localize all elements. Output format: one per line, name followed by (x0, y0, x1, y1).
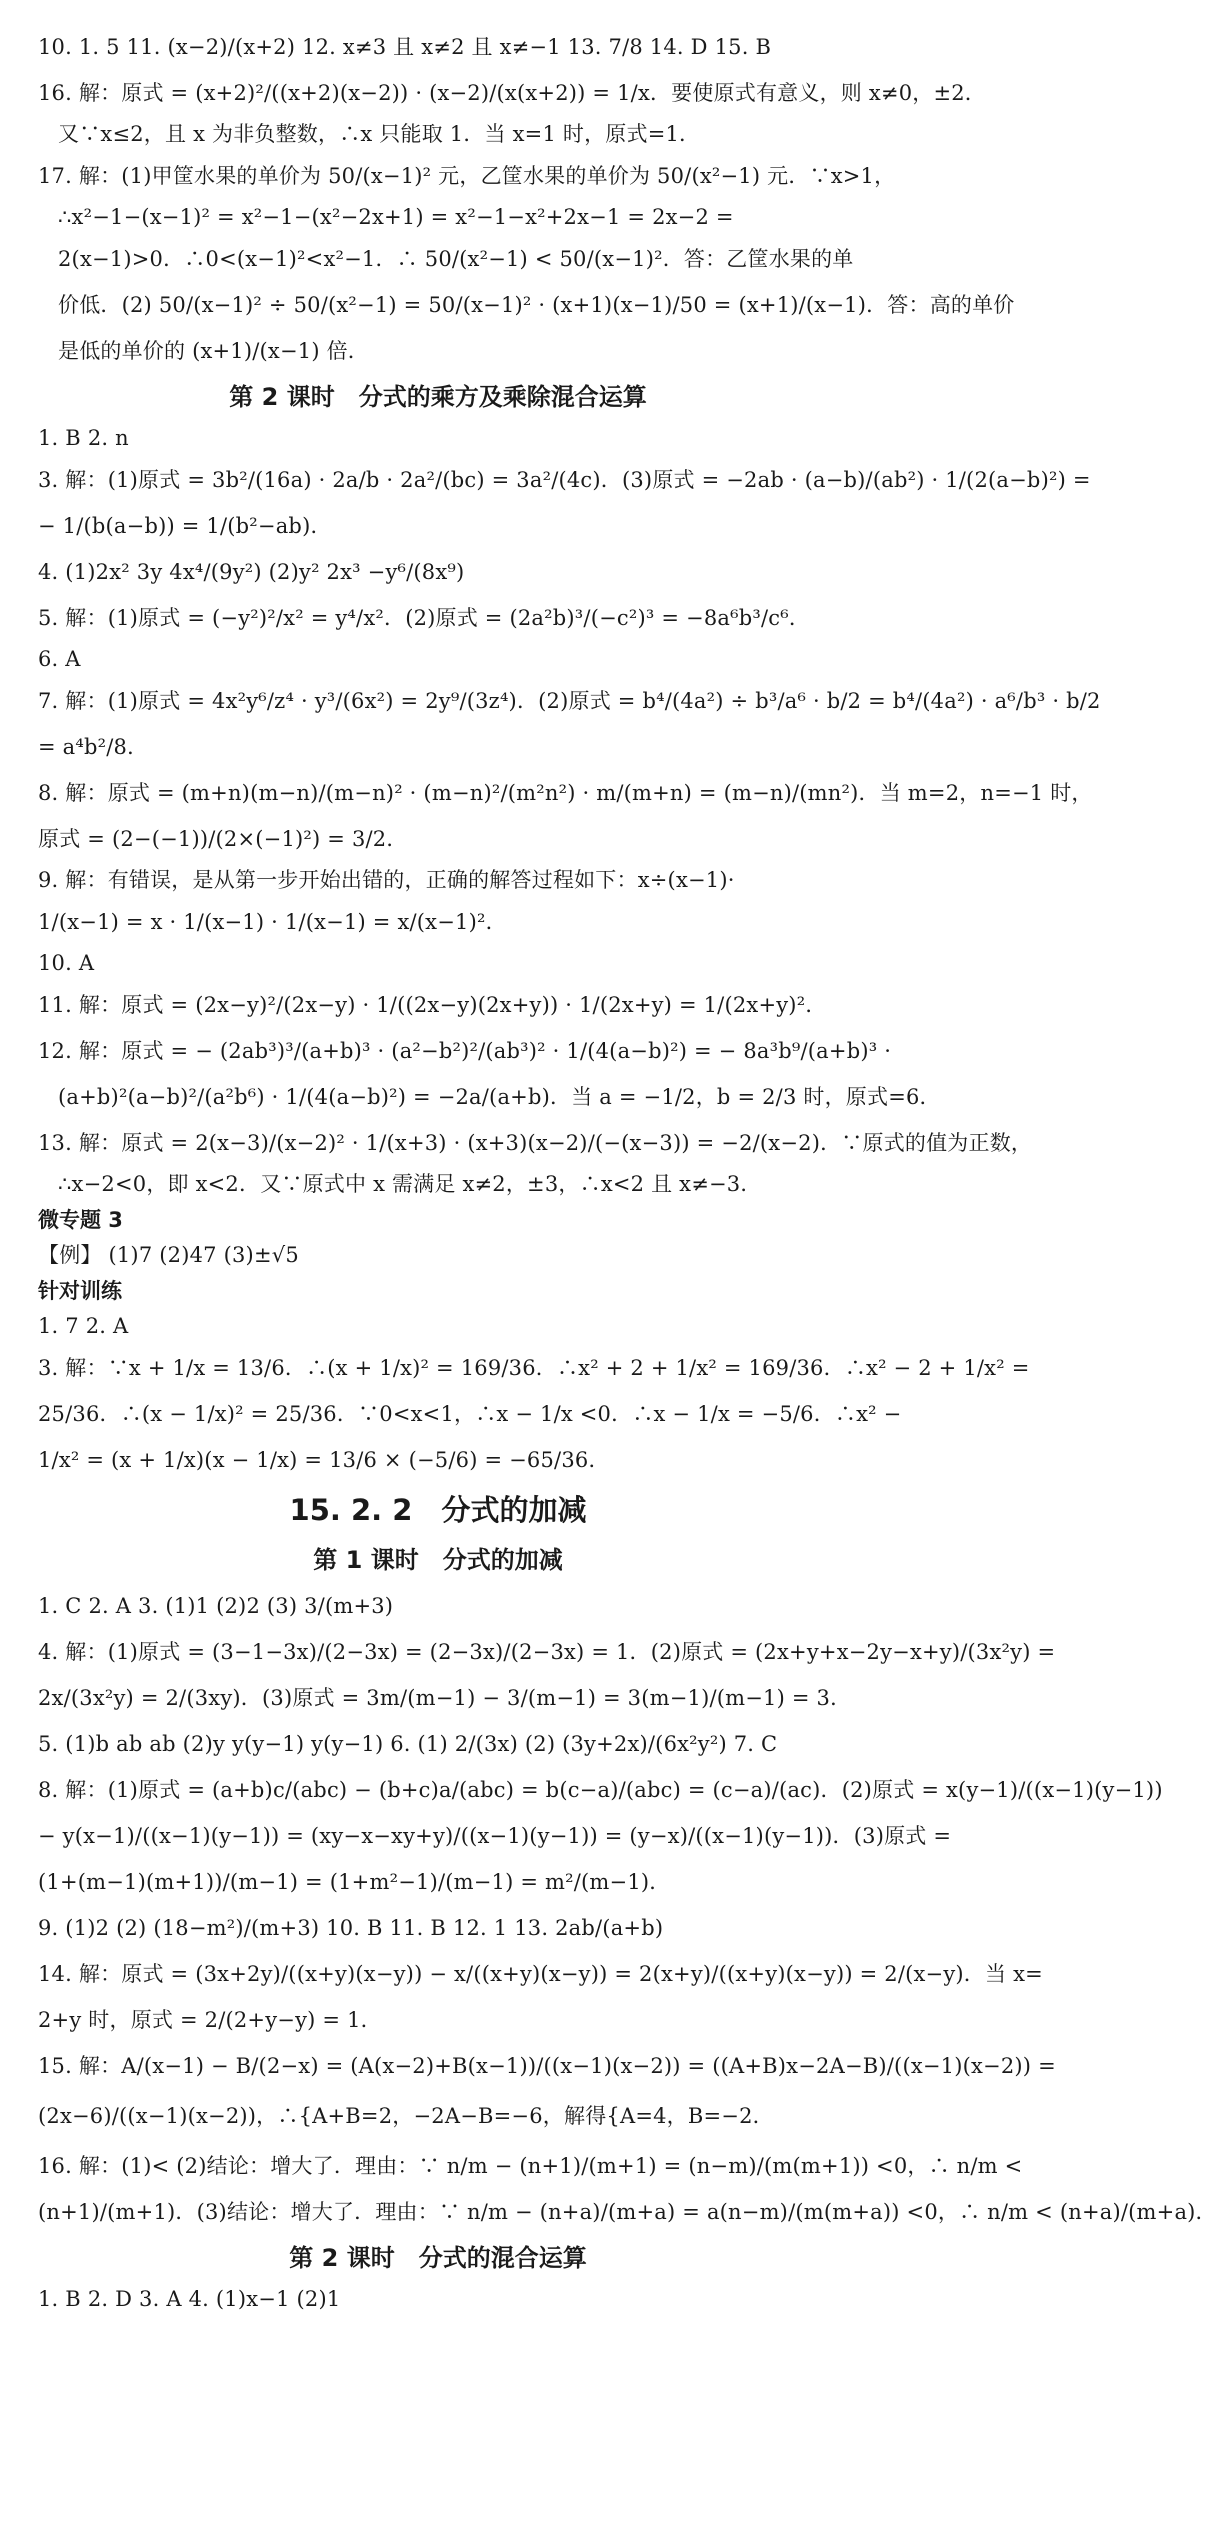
text-line: 针对训练 (38, 1279, 122, 1303)
text-line: 2x/(3x²y) = 2/(3xy)．(3)原式 = 3m/(m−1) − 3/(m−1) = 3(m−1)/(m−1) = 3． (38, 1686, 852, 1710)
text-line: 价低．(2) 50/(x−1)² ÷ 50/(x²−1) = 50/(x−1)² · (x+1)(x−1)/50 = (x+1)/(x−1)．答：高的单价 (58, 293, 1015, 317)
text-line: 8. 解：(1)原式 = (a+b)c/(abc) − (b+c)a/(abc) = b(c−a)/(abc) = (c−a)/(ac)．(2)原式 = x(y−1)/((x−1)(y−1)) (38, 1778, 1163, 1802)
text-line: 11. 解：原式 = (2x−y)²/(2x−y) · 1/((2x−y)(2x+y)) · 1/(2x+y) = 1/(2x+y)²． (38, 993, 827, 1017)
text-line: = a⁴b²/8． (38, 735, 149, 759)
text-line: − y(x−1)/((x−1)(y−1)) = (xy−x−xy+y)/((x−1)(y−1)) = (y−x)/((x−1)(y−1))．(3)原式 = (38, 1824, 952, 1848)
text-line: (a+b)²(a−b)²/(a²b⁶) · 1/(4(a−b)²) = −2a/(a+b)．当 a = −1/2，b = 2/3 时，原式=6． (58, 1085, 941, 1109)
text-line: ∴x−2<0，即 x<2．又∵原式中 x 需满足 x≠2，±3，∴x<2 且 x≠−3． (58, 1172, 762, 1196)
text-line: − 1/(b(a−b)) = 1/(b²−ab)． (38, 514, 332, 538)
text-line: 13. 解：原式 = 2(x−3)/(x−2)² · 1/(x+3) · (x+3)(x−2)/(−(x−3)) = −2/(x−2)．∵原式的值为正数， (38, 1131, 1033, 1155)
text-line: 4. (1)2x² 3y 4x⁴/(9y²) (2)y² 2x³ −y⁶/(8x⁹) (38, 560, 465, 584)
text-line: 2+y 时，原式 = 2/(2+y−y) = 1． (38, 2008, 382, 2032)
text-line: 10. 1. 5 11. (x−2)/(x+2) 12. x≠3 且 x≠2 且 x≠−1 13. 7/8 14. D 15. B (38, 35, 772, 59)
text-line: 9. (1)2 (2) (18−m²)/(m+3) 10. B 11. B 12. 1 13. 2ab/(a+b) (38, 1916, 664, 1940)
text-line: ∴x²−1−(x−1)² = x²−1−(x²−2x+1) = x²−1−x²+2x−1 = 2x−2 = (58, 205, 734, 229)
text-line: 4. 解：(1)原式 = (3−1−3x)/(2−3x) = (2−3x)/(2−3x) = 1．(2)原式 = (2x+y+x−2y−x+y)/(3x²y) = (38, 1640, 1056, 1664)
text-line: 14. 解：原式 = (3x+2y)/((x+y)(x−y)) − x/((x+y)(x−y)) = 2(x+y)/((x+y)(x−y)) = 2/(x−y)．当 x= (38, 1962, 1043, 1986)
text-line: 3. 解：(1)原式 = 3b²/(16a) · 2a/b · 2a²/(bc) = 3a²/(4c)．(3)原式 = −2ab · (a−b)/(ab²) · 1/(2(a−b)²) = (38, 468, 1091, 492)
text-line: 16. 解：原式 = (x+2)²/((x+2)(x−2)) · (x−2)/(x(x+2)) = 1/x．要使原式有意义，则 x≠0，±2． (38, 81, 987, 105)
text-line: 15. 解：A/(x−1) − B/(2−x) = (A(x−2)+B(x−1))/((x−1)(x−2)) = ((A+B)x−2A−B)/((x−1)(x−2)) = (38, 2054, 1056, 2078)
text-line: 5. (1)b ab ab (2)y y(y−1) y(y−1) 6. (1) 2/(3x) (2) (3y+2x)/(6x²y²) 7. C (38, 1732, 778, 1756)
text-line: 1/x² = (x + 1/x)(x − 1/x) = 13/6 × (−5/6) = −65/36． (38, 1448, 610, 1472)
text-line: 25/36．∴(x − 1/x)² = 25/36．∵0<x<1，∴x − 1/x <0．∴x − 1/x = −5/6．∴x² − (38, 1402, 902, 1426)
text-line: 1. B 2. n (38, 426, 129, 450)
text-line: 又∵x≤2，且 x 为非负整数，∴x 只能取 1．当 x=1 时，原式=1． (58, 122, 701, 146)
text-line: 5. 解：(1)原式 = (−y²)²/x² = y⁴/x²．(2)原式 = (2a²b)³/(−c²)³ = −8a⁶b³/c⁶． (38, 606, 811, 630)
text-line: 9. 解：有错误，是从第一步开始出错的，正确的解答过程如下：x÷(x−1)· (38, 868, 735, 892)
text-line: 第 1 课时 分式的加减 (313, 1546, 563, 1574)
text-line: 6. A (38, 647, 81, 671)
text-line: (1+(m−1)(m+1))/(m−1) = (1+m²−1)/(m−1) = m²/(m−1)． (38, 1870, 671, 1894)
text-line: 1. B 2. D 3. A 4. (1)x−1 (2)1 (38, 2287, 341, 2311)
text-line: 2(x−1)>0．∴0<(x−1)²<x²−1．∴ 50/(x²−1) < 50/(x−1)²．答：乙筐水果的单 (58, 247, 854, 271)
text-line: 1. C 2. A 3. (1)1 (2)2 (3) 3/(m+3) (38, 1594, 394, 1618)
text-line: 第 2 课时 分式的混合运算 (289, 2244, 587, 2272)
text-line: 15. 2. 2 分式的加减 (289, 1493, 587, 1527)
text-line: 16. 解：(1)< (2)结论：增大了．理由：∵ n/m − (n+1)/(m+1) = (n−m)/(m(m+1)) <0，∴ n/m < (38, 2154, 1023, 2178)
text-line: 17. 解：(1)甲筐水果的单价为 50/(x−1)² 元，乙筐水果的单价为 50/(x²−1) 元．∵x>1， (38, 164, 896, 188)
text-line: 【例】 (1)7 (2)47 (3)±√5 (38, 1243, 299, 1267)
text-line: 1/(x−1) = x · 1/(x−1) · 1/(x−1) = x/(x−1)²． (38, 910, 507, 934)
text-line: 是低的单价的 (x+1)/(x−1) 倍． (58, 339, 369, 363)
text-line: 3. 解：∵x + 1/x = 13/6．∴(x + 1/x)² = 169/36．∴x² + 2 + 1/x² = 169/36．∴x² − 2 + 1/x² = (38, 1356, 1030, 1380)
text-line: 原式 = (2−(−1))/(2×(−1)²) = 3/2． (38, 827, 408, 851)
text-line: (2x−6)/((x−1)(x−2))，∴{A+B=2，−2A−B=−6，解得{A=4，B=−2． (38, 2104, 774, 2128)
text-line: 12. 解：原式 = − (2ab³)³/(a+b)³ · (a²−b²)²/(ab³)² · 1/(4(a−b)²) = − 8a³b⁹/(a+b)³ · (38, 1039, 892, 1063)
text-line: 7. 解：(1)原式 = 4x²y⁶/z⁴ · y³/(6x²) = 2y⁹/(3z⁴)．(2)原式 = b⁴/(4a²) ÷ b³/a⁶ · b/2 = b⁴/(4a²) · a⁶/b³ · b/2 (38, 689, 1101, 713)
text-line: (n+1)/(m+1)．(3)结论：增大了．理由：∵ n/m − (n+a)/(m+a) = a(n−m)/(m(m+a)) <0，∴ n/m < (n+a)/(m+a)． (38, 2200, 1217, 2224)
text-line: 10. A (38, 951, 95, 975)
text-line: 8. 解：原式 = (m+n)(m−n)/(m−n)² · (m−n)²/(m²n²) · m/(m+n) = (m−n)/(mn²)．当 m=2，n=−1 时， (38, 781, 1093, 805)
text-line: 1. 7 2. A (38, 1314, 129, 1338)
text-line: 第 2 课时 分式的乘方及乘除混合运算 (229, 383, 647, 411)
text-line: 微专题 3 (38, 1208, 123, 1232)
